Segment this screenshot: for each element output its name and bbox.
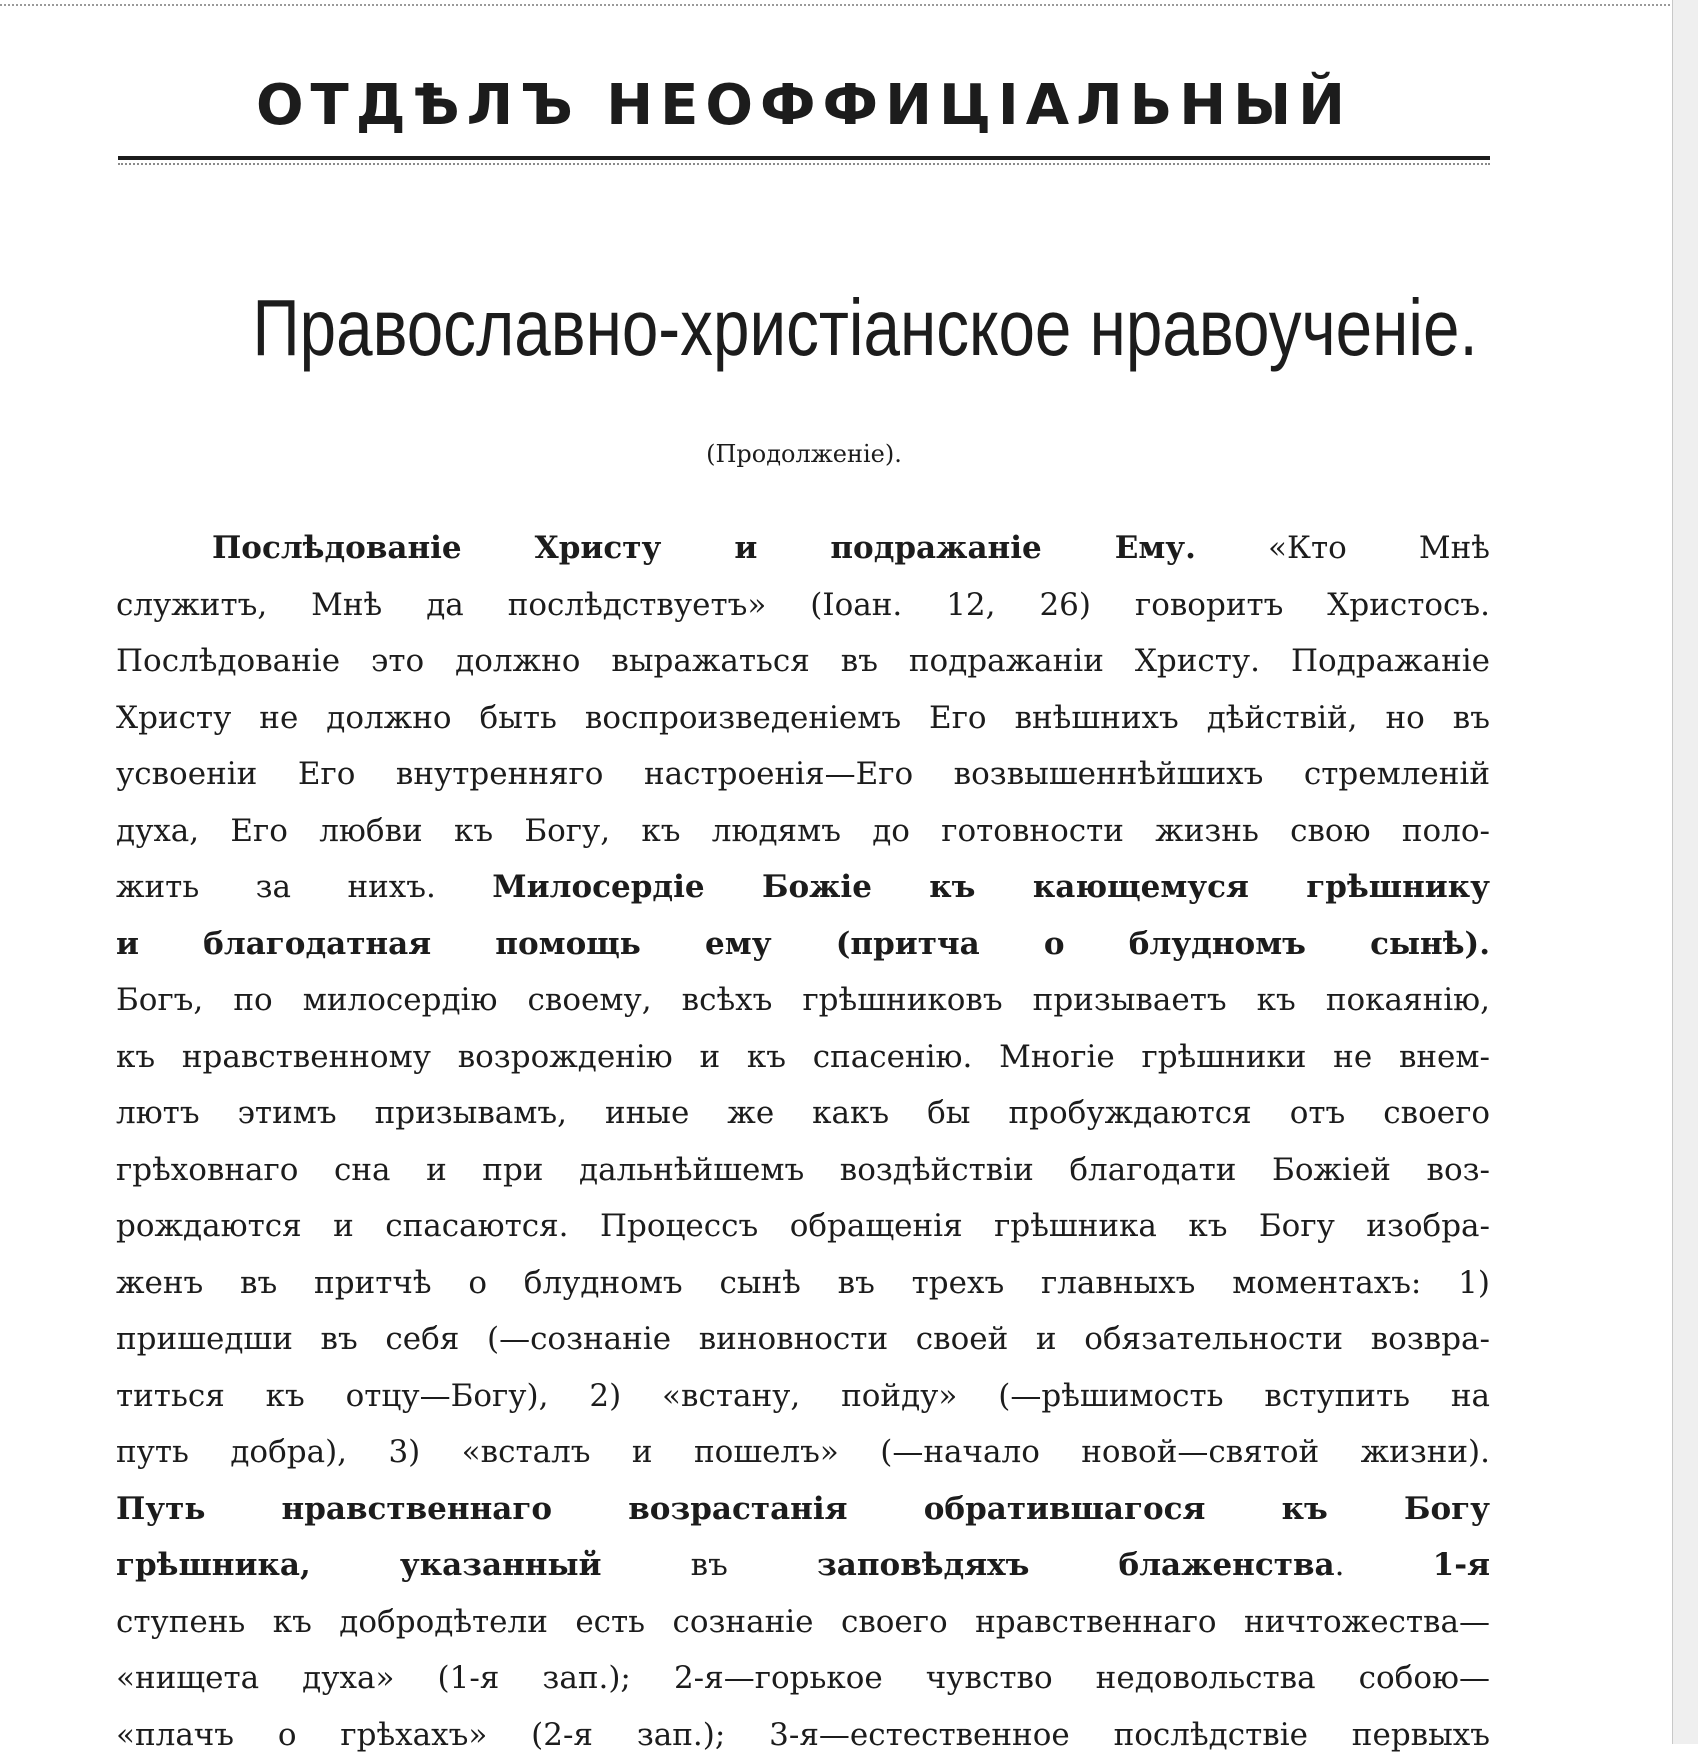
bold-run: Путь нравственнаго возрастанія обратившагося къ Богу — [116, 1491, 1490, 1527]
text-run: къ нравственному возрожденію и къ спасенію. Многіе грѣшники не внем- — [116, 1039, 1490, 1075]
text-run: въ — [691, 1547, 728, 1583]
body-line — [116, 520, 1490, 577]
body-line — [116, 1311, 1490, 1368]
continuation-note: (Продолженіе). — [118, 434, 1490, 474]
body-line — [116, 972, 1490, 1029]
header-rule — [118, 156, 1490, 160]
body-line — [116, 1198, 1490, 1255]
bold-run: Милосердіе Божіе къ кающемуся грѣшнику — [492, 869, 1490, 905]
text-run: служитъ, Мнѣ да послѣдствуетъ» (Іоан. 12, 26) говоритъ Христосъ. — [116, 587, 1490, 623]
section-header: ОТДѢЛЪ НЕОФФИЦІАЛЬНЫЙ — [118, 68, 1490, 144]
body-line — [116, 1707, 1490, 1763]
body-line — [116, 1537, 1490, 1594]
text-run: титься къ отцу—Богу), 2) «встану, пойду» (—рѣшимость вступить на — [116, 1378, 1490, 1414]
text-run: Богъ, по милосердію своему, всѣхъ грѣшниковъ призываетъ къ покаянію, — [116, 982, 1490, 1018]
text-run: духа, Его любви къ Богу, къ людямъ до готовности жизнь свою поло- — [116, 813, 1490, 849]
text-run: Послѣдованіе это должно выражаться въ подражаніи Христу. Подражаніе — [116, 643, 1490, 679]
body-line — [116, 1368, 1490, 1425]
body-line — [116, 1085, 1490, 1142]
bold-run: 1-я — [1433, 1547, 1490, 1583]
body-line — [116, 690, 1490, 747]
top-edge-rule — [0, 4, 1698, 6]
body-line — [116, 916, 1490, 973]
body-line — [116, 803, 1490, 860]
article-title — [118, 268, 1490, 388]
body-line — [116, 633, 1490, 690]
bold-run: грѣшника, указанный — [116, 1547, 691, 1583]
bold-run: Послѣдованіе Христу и подражаніе Ему. — [212, 530, 1196, 566]
bold-run: заповѣдяхъ блаженства — [728, 1547, 1335, 1583]
bold-run: и благодатная помощь ему (притча о блудномъ сынѣ). — [116, 926, 1490, 962]
text-run: усвоеніи Его внутренняго настроенія—Его возвышеннѣйшихъ стремленій — [116, 756, 1490, 792]
text-run: лютъ этимъ призывамъ, иные же какъ бы пробуждаются отъ своего — [116, 1095, 1490, 1131]
body-line — [116, 1255, 1490, 1312]
page-right-edge — [1672, 0, 1698, 1744]
body-line — [116, 1424, 1490, 1481]
body-line — [116, 746, 1490, 803]
text-run: «Кто Мнѣ — [1196, 530, 1490, 566]
body-line — [116, 1650, 1490, 1707]
text-run: «нищета духа» (1-я зап.); 2-я—горькое чувство недовольства собою— — [116, 1660, 1490, 1696]
header-rule-dotted — [118, 163, 1490, 165]
body-line — [116, 859, 1490, 916]
body-line — [116, 1029, 1490, 1086]
article-title-text: Православно-христіанское нравоученіе. — [252, 268, 1477, 388]
text-run: ступень къ добродѣтели есть сознаніе своего нравственнаго ничтожества— — [116, 1604, 1490, 1640]
text-run: грѣховнаго сна и при дальнѣйшемъ воздѣйствіи благодати Божіей воз- — [116, 1152, 1490, 1188]
article-body — [116, 520, 1490, 1763]
body-line — [116, 1142, 1490, 1199]
text-run: рождаются и спасаются. Процессъ обращенія грѣшника къ Богу изобра- — [116, 1208, 1490, 1244]
text-run: женъ въ притчѣ о блудномъ сынѣ въ трехъ главныхъ моментахъ: 1) — [116, 1265, 1490, 1301]
body-line — [116, 1594, 1490, 1651]
text-run: . — [1335, 1547, 1433, 1583]
body-line — [116, 1481, 1490, 1538]
text-run: путь добра), 3) «всталъ и пошелъ» (—начало новой—святой жизни). — [116, 1434, 1490, 1470]
text-run: жить за нихъ. — [116, 869, 492, 905]
text-run: пришедши въ себя (—сознаніе виновности своей и обязательности возвра- — [116, 1321, 1490, 1357]
body-line — [116, 577, 1490, 634]
text-run: Христу не должно быть воспроизведеніемъ Его внѣшнихъ дѣйствій, но въ — [116, 700, 1490, 736]
text-run: «плачъ о грѣхахъ» (2-я зап.); 3-я—естественное послѣдствіе первыхъ — [116, 1717, 1490, 1753]
